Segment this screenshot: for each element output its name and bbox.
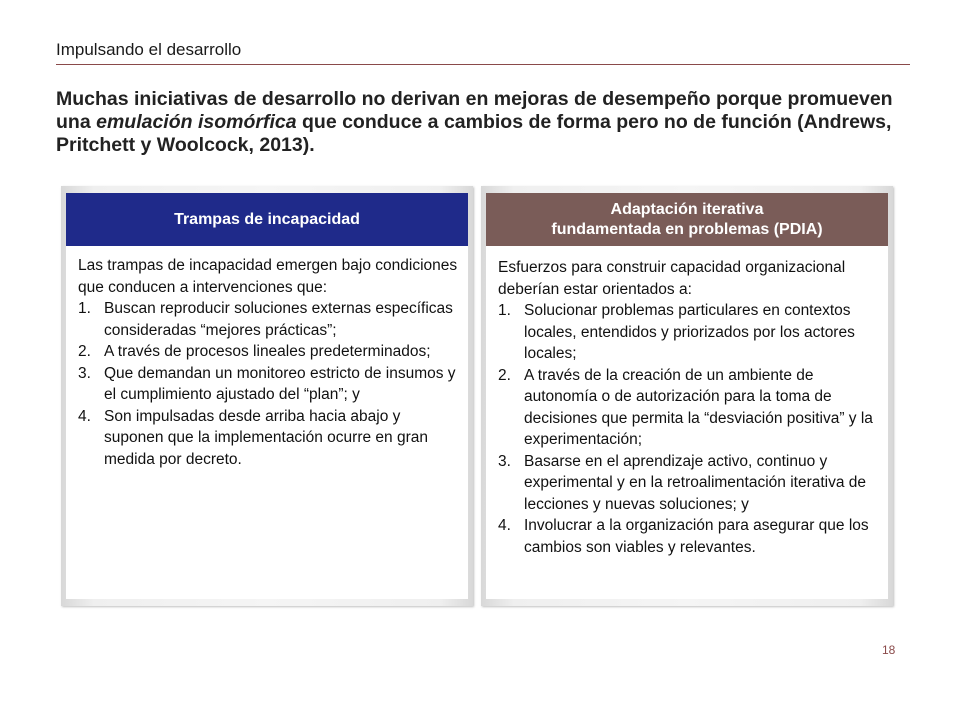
list-item <box>78 298 458 341</box>
list-item-number: 2. <box>78 343 91 360</box>
list-item-number: 3. <box>498 452 511 470</box>
list-item-number: 4. <box>498 517 511 534</box>
list-item-text: Involucrar a la organización para asegurar que los cambios son viables y relevantes. <box>524 517 869 556</box>
list-item-text: Solucionar problemas particulares en contextos locales, entendidos y priorizados por los actores locales; <box>524 302 855 362</box>
list-item-text: Buscan reproducir soluciones externas específicas consideradas “mejores prácticas”; <box>104 300 453 339</box>
list-item-number: 3. <box>78 364 91 382</box>
list-item <box>498 300 878 365</box>
panel-pdia <box>481 186 893 606</box>
list-item-text: A través de la creación de un ambiente de autonomía o de autorización para la toma de decisiones que permita la “desviación positiva” y la experimentación; <box>524 366 873 448</box>
panel-trampas-body <box>78 255 458 470</box>
panel-pdia-body <box>498 257 878 558</box>
list-item-text: Basarse en el aprendizaje activo, continuo y experimental y en la retroalimentación iterativa de lecciones y nuevas soluciones; y <box>524 452 867 513</box>
list-item-text: A través de procesos lineales predeterminados; <box>104 343 431 360</box>
list-item-number: 4. <box>78 407 91 425</box>
panel-pdia-header <box>486 193 888 246</box>
panel-pdia-inner <box>486 193 888 599</box>
headline-emphasis: emulación isomórfica <box>96 111 297 133</box>
list-item <box>498 365 878 451</box>
panel-trampas <box>61 186 473 606</box>
headline-part-1: Muchas iniciativas de desarrollo no derivan en mejoras de desempeño porque promueven una <box>56 88 893 133</box>
panel-pdia-list <box>498 300 878 558</box>
list-item <box>498 515 878 558</box>
panel-trampas-inner <box>66 193 468 599</box>
slide-section-title: Impulsando el desarrollo <box>56 40 242 59</box>
header-divider <box>56 64 910 65</box>
list-item-number: 1. <box>498 302 511 319</box>
panel-pdia-title-line-1: Adaptación iterativa <box>610 200 764 218</box>
list-item-number: 2. <box>498 366 511 384</box>
panel-trampas-list <box>78 298 458 470</box>
slide-headline <box>56 88 906 157</box>
panel-trampas-intro: Las trampas de incapacidad emergen bajo condiciones que conducen a intervenciones que: <box>78 257 458 296</box>
headline-part-2: que conduce a cambios de forma pero no de función (Andrews, Pritchett y Woolcock, 2013). <box>56 111 892 156</box>
panel-pdia-title-line-2: fundamentada en problemas (PDIA) <box>551 220 823 238</box>
list-item <box>498 451 878 516</box>
list-item <box>78 363 458 406</box>
panel-trampas-title: Trampas de incapacidad <box>174 210 360 228</box>
page-number: 18 <box>882 643 896 657</box>
panel-trampas-header <box>66 193 468 246</box>
list-item-text: Son impulsadas desde arriba hacia abajo y suponen que la implementación ocurre en gran medida por decreto. <box>104 407 428 468</box>
list-item-number: 1. <box>78 300 91 317</box>
panel-pdia-intro: Esfuerzos para construir capacidad organizacional deberían estar orientados a: <box>498 259 846 298</box>
list-item <box>78 341 458 363</box>
list-item-text: Que demandan un monitoreo estricto de insumos y el cumplimiento ajustado del “plan”; y <box>104 364 456 403</box>
list-item <box>78 406 458 471</box>
